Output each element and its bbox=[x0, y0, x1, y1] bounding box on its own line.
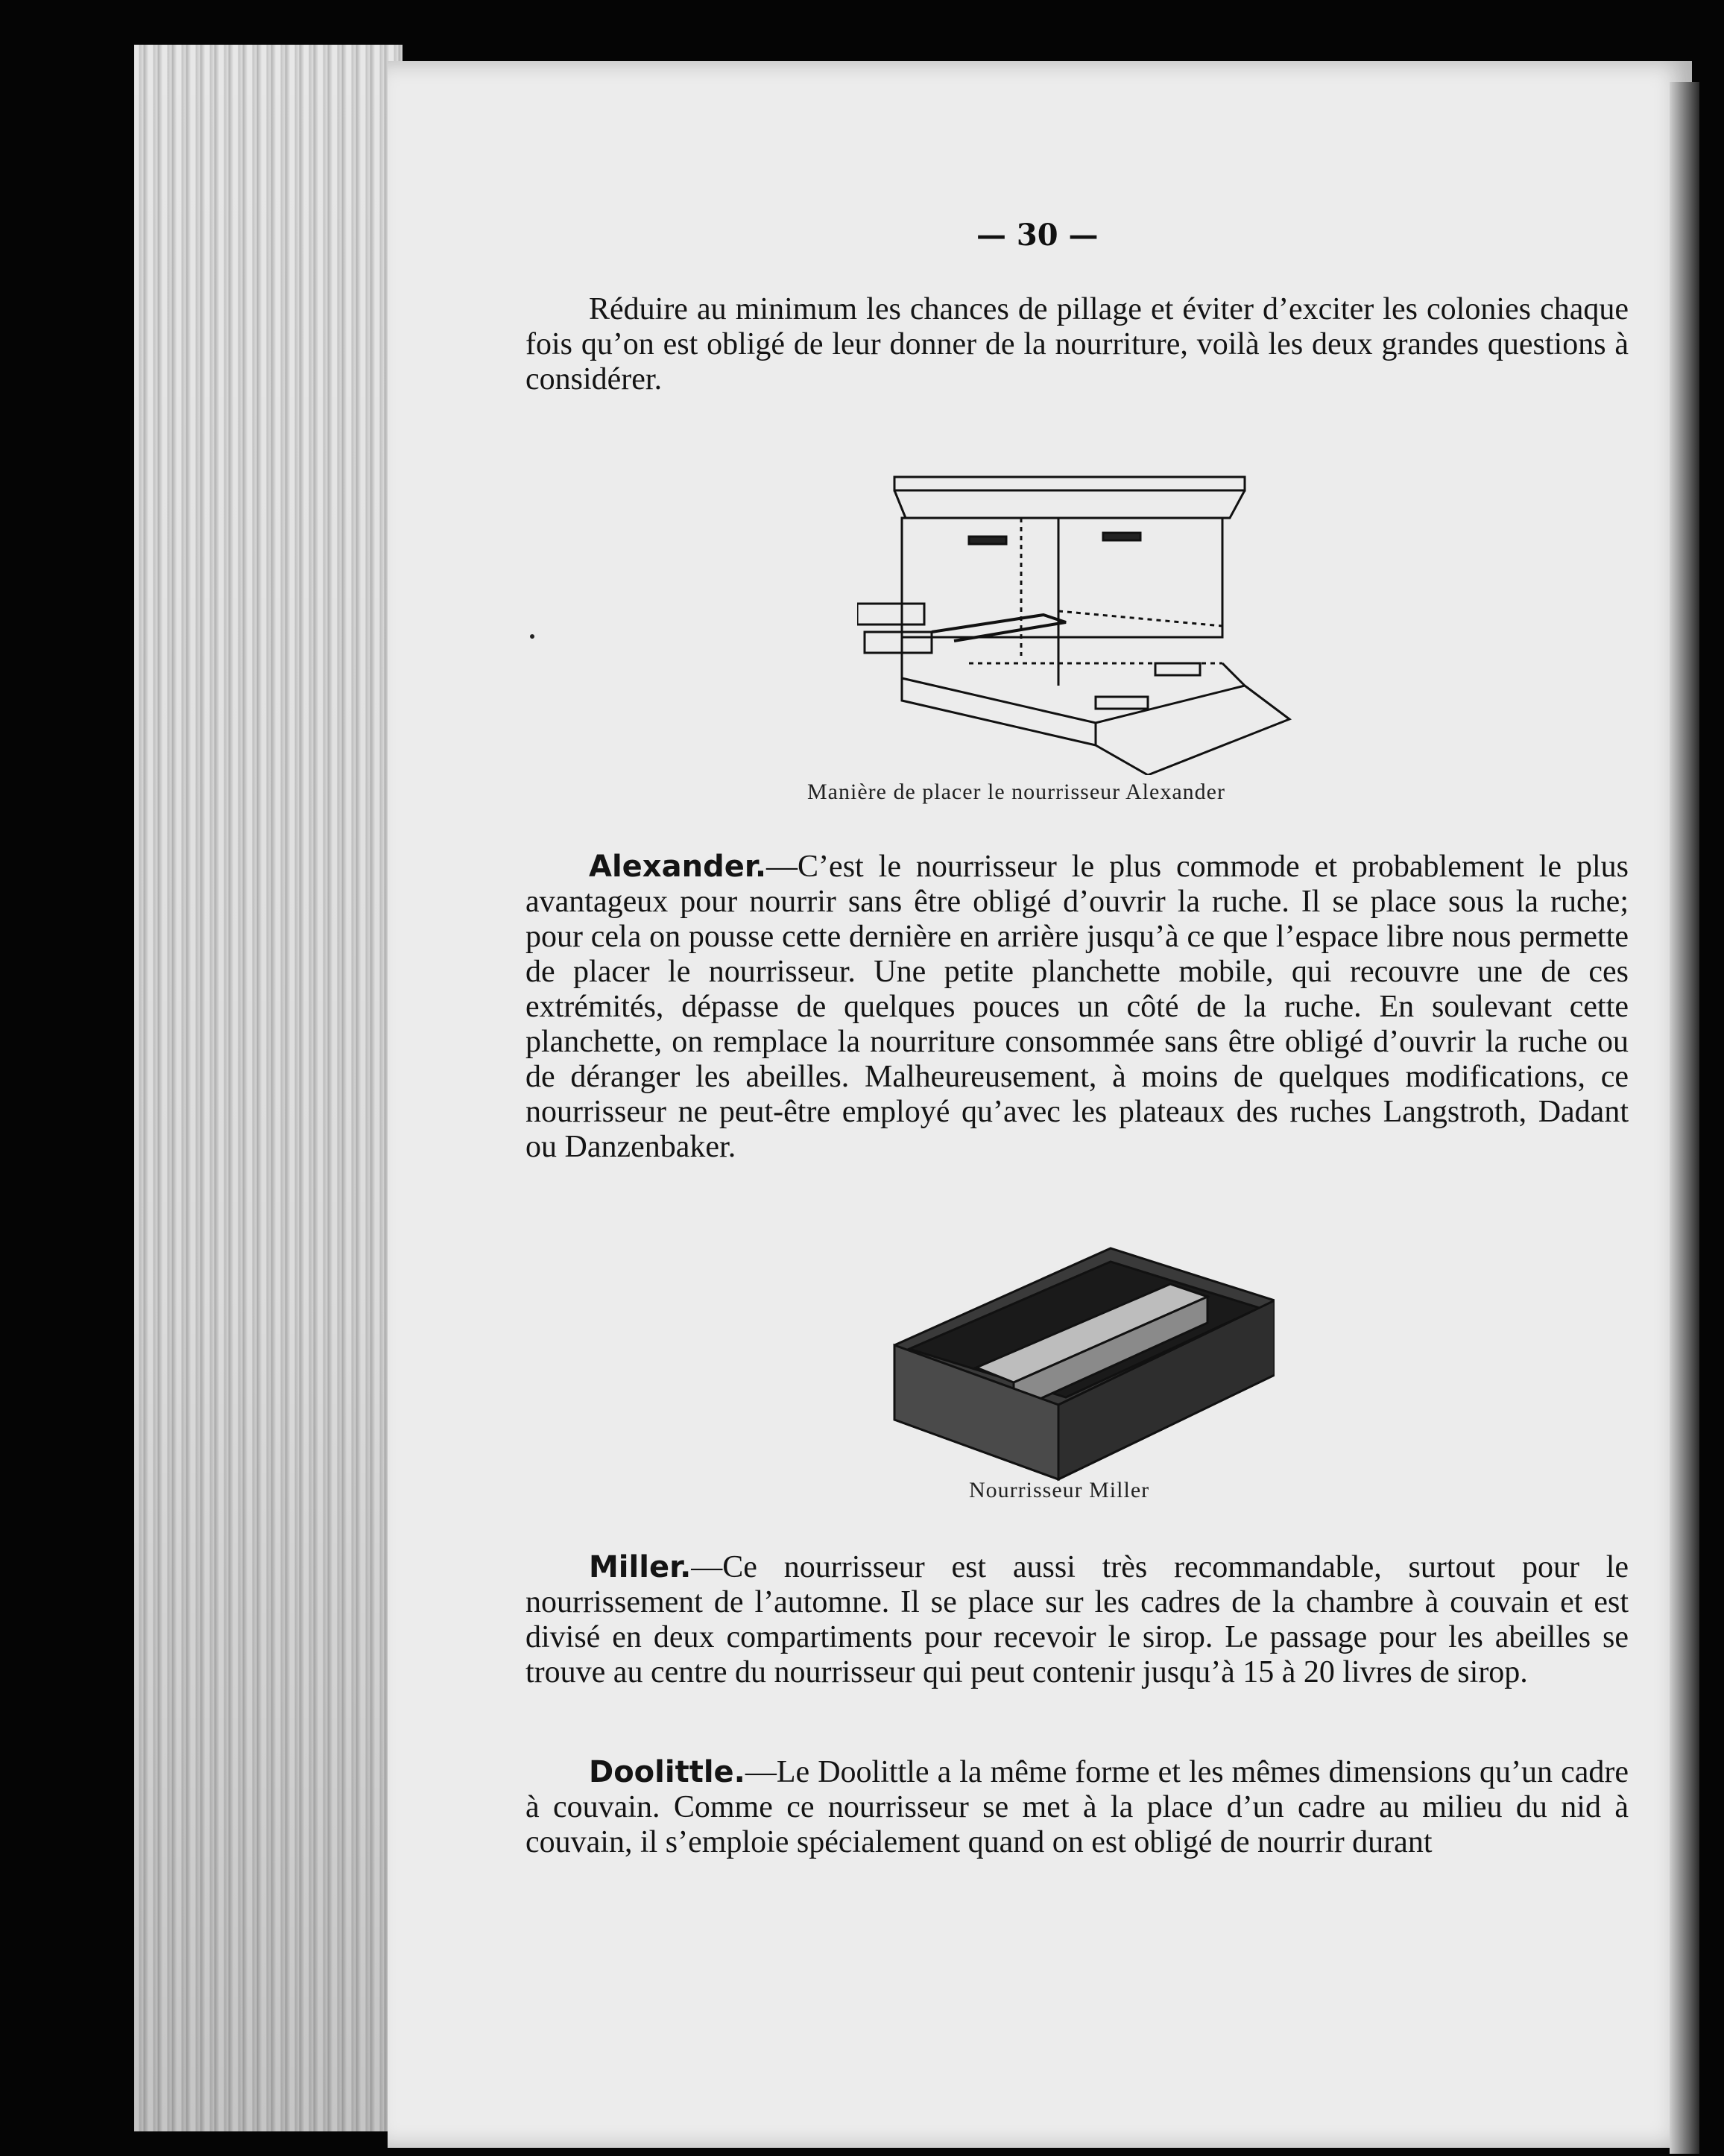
page-right-shadow bbox=[1670, 82, 1699, 2154]
miller-feeder-illustration bbox=[887, 1241, 1275, 1487]
figure1-caption: Manière de placer le nourrisseur Alexander bbox=[807, 780, 1225, 804]
doolittle-text: —Le Doolittle a la même forme et les mêmes dimensions qu’un cadre à couvain. Comme ce nourrisseur se met à la place d’un cadre au milieu du nid à couvain, il s’emploie spécialement quand on est obligé de nourrir durant bbox=[525, 1755, 1629, 1859]
vent-left bbox=[969, 537, 1006, 544]
miller-text: —Ce nourrisseur est aussi très recommandable, surtout pour le nourrissement de l’automne. Il se place sur les cadres de la chambre à couvain et est divisé en deux compartiments pour recevoir le sirop. Le passage pour les abeilles se trouve au centre du nourrisseur qui peut contenir jusqu’à 15 à 20 livres de sirop. bbox=[525, 1550, 1629, 1689]
intro-text: Réduire au minimum les chances de pillage et éviter d’exciter les colonies chaque fois qu’on est obligé de leur donner de la nourriture, voilà les deux grandes questions à considérer. bbox=[525, 292, 1629, 396]
miller-heading: Miller. bbox=[589, 1550, 692, 1584]
entrance-block bbox=[1155, 663, 1200, 675]
intro-paragraph bbox=[525, 292, 1629, 397]
hive-roof bbox=[894, 477, 1245, 490]
feeder-box-bottom bbox=[865, 632, 932, 653]
miller-paragraph bbox=[525, 1550, 1629, 1690]
print-speck bbox=[530, 634, 534, 639]
figure2-caption: Nourrisseur Miller bbox=[969, 1478, 1150, 1502]
alexander-feeder-hive-illustration bbox=[857, 462, 1304, 775]
page-number: — 30 — bbox=[976, 218, 1099, 253]
doolittle-heading: Doolittle. bbox=[589, 1755, 745, 1789]
vent-right bbox=[1103, 533, 1140, 540]
alexander-paragraph bbox=[525, 850, 1629, 1165]
alexander-text: —C’est le nourrisseur le plus commode et probablement le plus avantageux pour nourrir sans être obligé d’ouvrir la ruche. Il se place sous la ruche; pour cela on pousse cette dernière en arrière jusqu’à ce que l’espace libre nous permette de placer le nourrisseur. Une petite planchette mobile, qui recouvre une de ces extrémités, dépasse de quelques pouces un côté de la ruche. En soulevant cette planchette, on remplace la nourriture consommée sans être obligé d’ouvrir la ruche ou de déranger les abeilles. Malheureusement, à moins de quelques modifications, ce nourrisseur ne peut-être employé qu’avec les plateaux des ruches Langstroth, Dadant ou Danzenbaker. bbox=[525, 850, 1629, 1164]
hive-body bbox=[902, 518, 1222, 637]
book-page-edges bbox=[134, 45, 402, 2131]
alexander-heading: Alexander. bbox=[589, 850, 767, 884]
doolittle-paragraph bbox=[525, 1755, 1629, 1860]
feeder-box-top bbox=[857, 604, 924, 625]
